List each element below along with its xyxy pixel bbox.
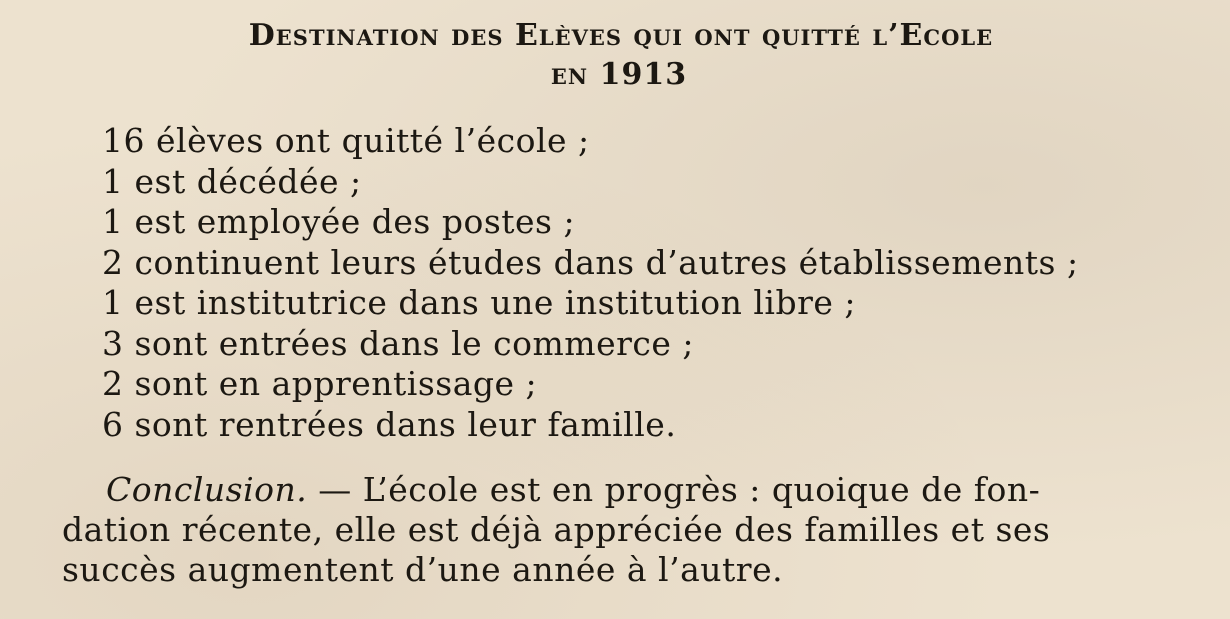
- conclusion-lead: Conclusion.: [106, 470, 308, 509]
- list-item: 16 élèves ont quitté l’école ;: [102, 121, 590, 160]
- conclusion-text: — L’école est en progrès : quoique de fon-: [307, 470, 1041, 509]
- conclusion-line: [62, 470, 1188, 510]
- list-item: 2 sont en apprentissage ;: [102, 364, 538, 403]
- conclusion-paragraph: [62, 470, 1188, 590]
- page-subtitle-year: en 1913: [550, 57, 688, 92]
- list-item: 1 est institutrice dans une institution libre ;: [102, 283, 857, 322]
- list-item: 3 sont entrées dans le commerce ;: [102, 323, 695, 363]
- list-item: 1 est décédée ;: [102, 161, 362, 201]
- list-item: 1 est employée des postes ;: [102, 202, 576, 241]
- conclusion-line: succès augmentent d’une année à l’autre.: [62, 550, 784, 589]
- departure-list: [102, 121, 1079, 445]
- conclusion-line: dation récente, elle est déjà appréciée des familles et ses: [62, 510, 1051, 549]
- page-title: Destination des Elèves qui ont quitté l’Ecole: [248, 18, 994, 53]
- list-item: 2 continuent leurs études dans d’autres établissements ;: [102, 242, 1079, 282]
- list-item: 6 sont rentrées dans leur famille.: [102, 404, 677, 444]
